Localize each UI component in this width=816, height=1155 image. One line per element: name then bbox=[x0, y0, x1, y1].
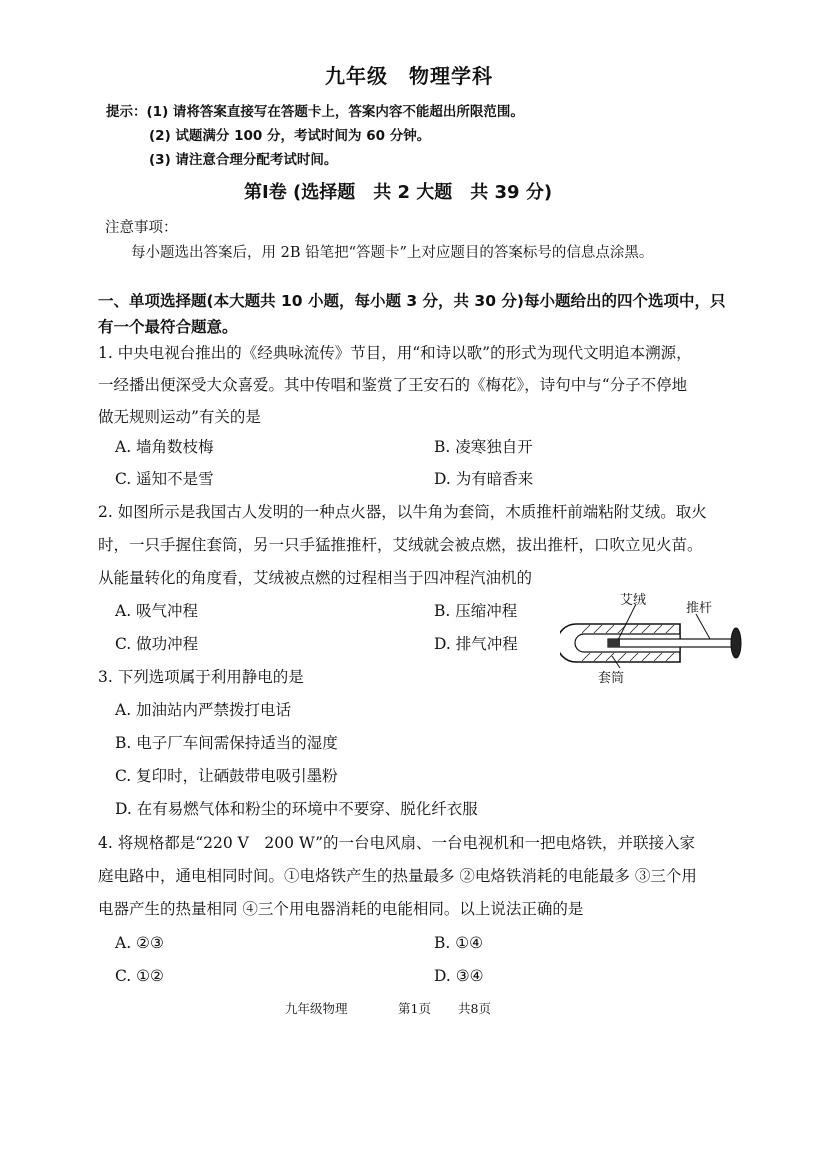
q2-option-b: B. 压缩冲程 bbox=[434, 602, 518, 620]
q2-line2: 时，一只手握住套筒，另一只手猛推推杆，艾绒就会被点燃，拔出推杆，口吹立见火苗。 bbox=[98, 536, 703, 554]
q4-option-c: C. ①② bbox=[115, 967, 164, 985]
q4-option-d: D. ③④ bbox=[434, 967, 484, 985]
q2-line1: 2. 如图所示是我国古人发明的一种点火器，以牛角为套筒，木质推杆前端粘附艾绒。取火 bbox=[98, 503, 707, 521]
q1-line2: 一经播出便深受大众喜爱。其中传唱和鉴赏了王安石的《梅花》，诗句中与“分子不停地 bbox=[98, 376, 688, 394]
q4-line2: 庭电路中，通电相同时间。①电烙铁产生的热量最多 ②电烙铁消耗的电能最多 ③三个用 bbox=[98, 867, 697, 885]
q1-option-d: D. 为有暗香来 bbox=[434, 470, 534, 488]
tip-1: 提示：(1) 请将答案直接写在答题卡上，答案内容不能超出所限范围。 bbox=[106, 104, 524, 120]
q2-option-d: D. 排气冲程 bbox=[434, 635, 518, 653]
tinder bbox=[608, 639, 620, 647]
q1-option-c: C. 遥知不是雪 bbox=[115, 470, 214, 488]
section-title: 第Ⅰ卷 (选择题 共 2 大题 共 39 分) bbox=[244, 182, 553, 203]
q1-line3: 做无规则运动”有关的是 bbox=[98, 408, 261, 426]
push-rod bbox=[608, 639, 734, 647]
q4-option-b: B. ①④ bbox=[434, 934, 484, 952]
q2-option-a: A. 吸气冲程 bbox=[115, 602, 199, 620]
notice-label: 注意事项： bbox=[105, 220, 178, 236]
q4-line3: 电器产生的热量相同 ④三个用电器消耗的电能相同。以上说法正确的是 bbox=[98, 900, 584, 918]
part-heading-line1: 一、单项选择题(本大题共 10 小题，每小题 3 分，共 30 分)每小题给出的四个选项中，只 bbox=[98, 292, 726, 310]
rod-leader bbox=[696, 614, 710, 639]
q4-line1: 4. 将规格都是“220 V 200 W”的一台电风扇、一台电视机和一把电烙铁，并联接入家 bbox=[98, 834, 696, 852]
q2-option-c: C. 做功冲程 bbox=[115, 635, 199, 653]
q3-option-a: A. 加油站内严禁拨打电话 bbox=[115, 701, 292, 719]
part-heading-line2: 有一个最符合题意。 bbox=[98, 318, 238, 336]
tinder-label: 艾绒 bbox=[620, 593, 647, 608]
fire-piston-figure bbox=[560, 588, 750, 688]
q4-option-a: A. ②③ bbox=[115, 934, 164, 952]
q3-option-d: D. 在有易燃气体和粉尘的环境中不要穿、脱化纤衣服 bbox=[115, 800, 478, 818]
rod-handle bbox=[731, 628, 741, 658]
q1-option-a: A. 墙角数枝梅 bbox=[115, 438, 214, 456]
footer-total: 共8页 bbox=[458, 1001, 491, 1016]
q1-option-b: B. 凌寒独自开 bbox=[434, 438, 533, 456]
notice-text: 每小题选出答案后，用 2B 铅笔把“答题卡”上对应题目的答案标号的信息点涂黑。 bbox=[131, 245, 654, 261]
rod-label: 推杆 bbox=[686, 601, 713, 616]
footer-page: 第1页 bbox=[398, 1001, 431, 1016]
sleeve-label: 套筒 bbox=[598, 671, 625, 686]
q1-line1: 1. 中央电视台推出的《经典咏流传》节目，用“和诗以歌”的形式为现代文明追本溯源， bbox=[98, 344, 692, 362]
tip-3: (3) 请注意合理分配考试时间。 bbox=[149, 152, 338, 168]
q3-line1: 3. 下列选项属于利用静电的是 bbox=[98, 668, 304, 686]
page-title: 九年级 物理学科 bbox=[325, 64, 493, 88]
q3-option-b: B. 电子厂车间需保持适当的湿度 bbox=[115, 734, 338, 752]
footer-subject: 九年级物理 bbox=[285, 1001, 348, 1016]
q3-option-c: C. 复印时，让硒鼓带电吸引墨粉 bbox=[115, 767, 338, 785]
tip-2: (2) 试题满分 100 分，考试时间为 60 分钟。 bbox=[149, 128, 431, 144]
q2-line3: 从能量转化的角度看，艾绒被点燃的过程相当于四冲程汽油机的 bbox=[98, 569, 533, 587]
